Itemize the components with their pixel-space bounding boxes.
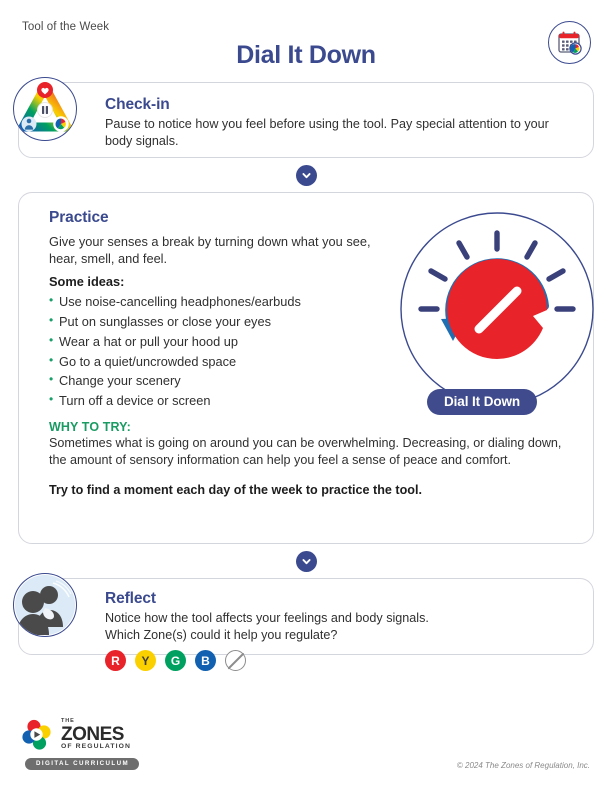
list-item: • Wear a hat or pull your hood up xyxy=(49,332,389,352)
practice-lead: Give your senses a break by turning down what you see, hear, smell, and feel. xyxy=(49,234,371,267)
chevron-down-icon xyxy=(301,556,312,567)
practice-card xyxy=(18,192,594,544)
check-in-body xyxy=(19,83,593,163)
eyebrow-label: Tool of the Week xyxy=(22,21,110,33)
dial-pill-label: Dial It Down xyxy=(427,389,537,415)
calendar-icon xyxy=(556,29,584,57)
some-ideas-label: Some ideas: xyxy=(49,274,125,290)
why-to-try-label: WHY TO TRY: xyxy=(49,420,131,434)
logo-the-text: THE xyxy=(61,718,75,725)
reflect-title: Reflect xyxy=(105,590,156,607)
logo-zones-text: ZONES xyxy=(61,723,124,745)
red-zone-badge[interactable]: R xyxy=(105,650,126,671)
practice-title: Practice xyxy=(49,209,109,226)
chevron-down-icon xyxy=(301,170,312,181)
list-item: • Put on sunglasses or close your eyes xyxy=(49,312,389,332)
reflect-card xyxy=(18,578,594,668)
pause-icon xyxy=(42,106,44,114)
person-icon xyxy=(27,119,32,124)
page-footer xyxy=(0,718,612,774)
reflect-line-one: Notice how the tool affects your feelings and body signals. xyxy=(105,611,429,625)
no-zone-badge[interactable] xyxy=(225,650,246,671)
chevron-down-badge xyxy=(296,551,317,572)
list-item: • Turn off a device or screen xyxy=(49,391,389,411)
dial-graphic xyxy=(395,211,600,416)
zones-logo xyxy=(22,718,139,770)
check-in-text: Pause to notice how you feel before using the tool. Pay special attention to your body signals. xyxy=(105,117,549,148)
yellow-zone-badge[interactable]: Y xyxy=(135,650,156,671)
check-in-card xyxy=(18,82,594,158)
green-zone-badge[interactable]: G xyxy=(165,650,186,671)
try-callout-text: Try to find a moment each day of the week to practice the tool. xyxy=(49,483,422,498)
dial-illustration xyxy=(395,211,600,416)
practice-body xyxy=(19,193,593,513)
list-item: • Use noise-cancelling headphones/earbuds xyxy=(49,292,389,312)
blue-zone-badge[interactable]: B xyxy=(195,650,216,671)
list-item: • Change your scenery xyxy=(49,371,389,391)
people-thinking-icon xyxy=(15,575,75,635)
practice-illustration-column xyxy=(389,207,571,411)
logo-of-regulation-text: OF REGULATION xyxy=(61,742,132,750)
list-item: • Go to a quiet/uncrowded space xyxy=(49,352,389,372)
reflect-line-two: Which Zone(s) could it help you regulate? xyxy=(105,627,338,642)
copyright-text: © 2024 The Zones of Regulation, Inc. xyxy=(456,761,590,770)
check-in-title: Check-in xyxy=(105,96,170,113)
zone-selector xyxy=(105,650,571,671)
practice-ideas-list xyxy=(49,292,389,411)
zones-triangle-icon xyxy=(15,79,75,139)
practice-text-column xyxy=(49,207,389,411)
why-to-try-text: Sometimes what is going on around you can be overwhelming. Decreasing, or dialing down, the amount of sensory information can help you feel a sense of peace and comfort. xyxy=(49,436,562,467)
connector-two xyxy=(0,544,612,578)
chevron-down-badge xyxy=(296,165,317,186)
calendar-badge xyxy=(548,21,591,64)
check-in-icon-wrap xyxy=(13,77,77,141)
reflect-body xyxy=(19,579,593,685)
page-header xyxy=(0,0,612,82)
zones-pinwheel-logo-icon xyxy=(22,718,56,752)
digital-curriculum-pill: DIGITAL CURRICULUM xyxy=(25,758,139,770)
page-title: Dial It Down xyxy=(236,41,376,69)
reflect-icon-wrap xyxy=(13,573,77,637)
